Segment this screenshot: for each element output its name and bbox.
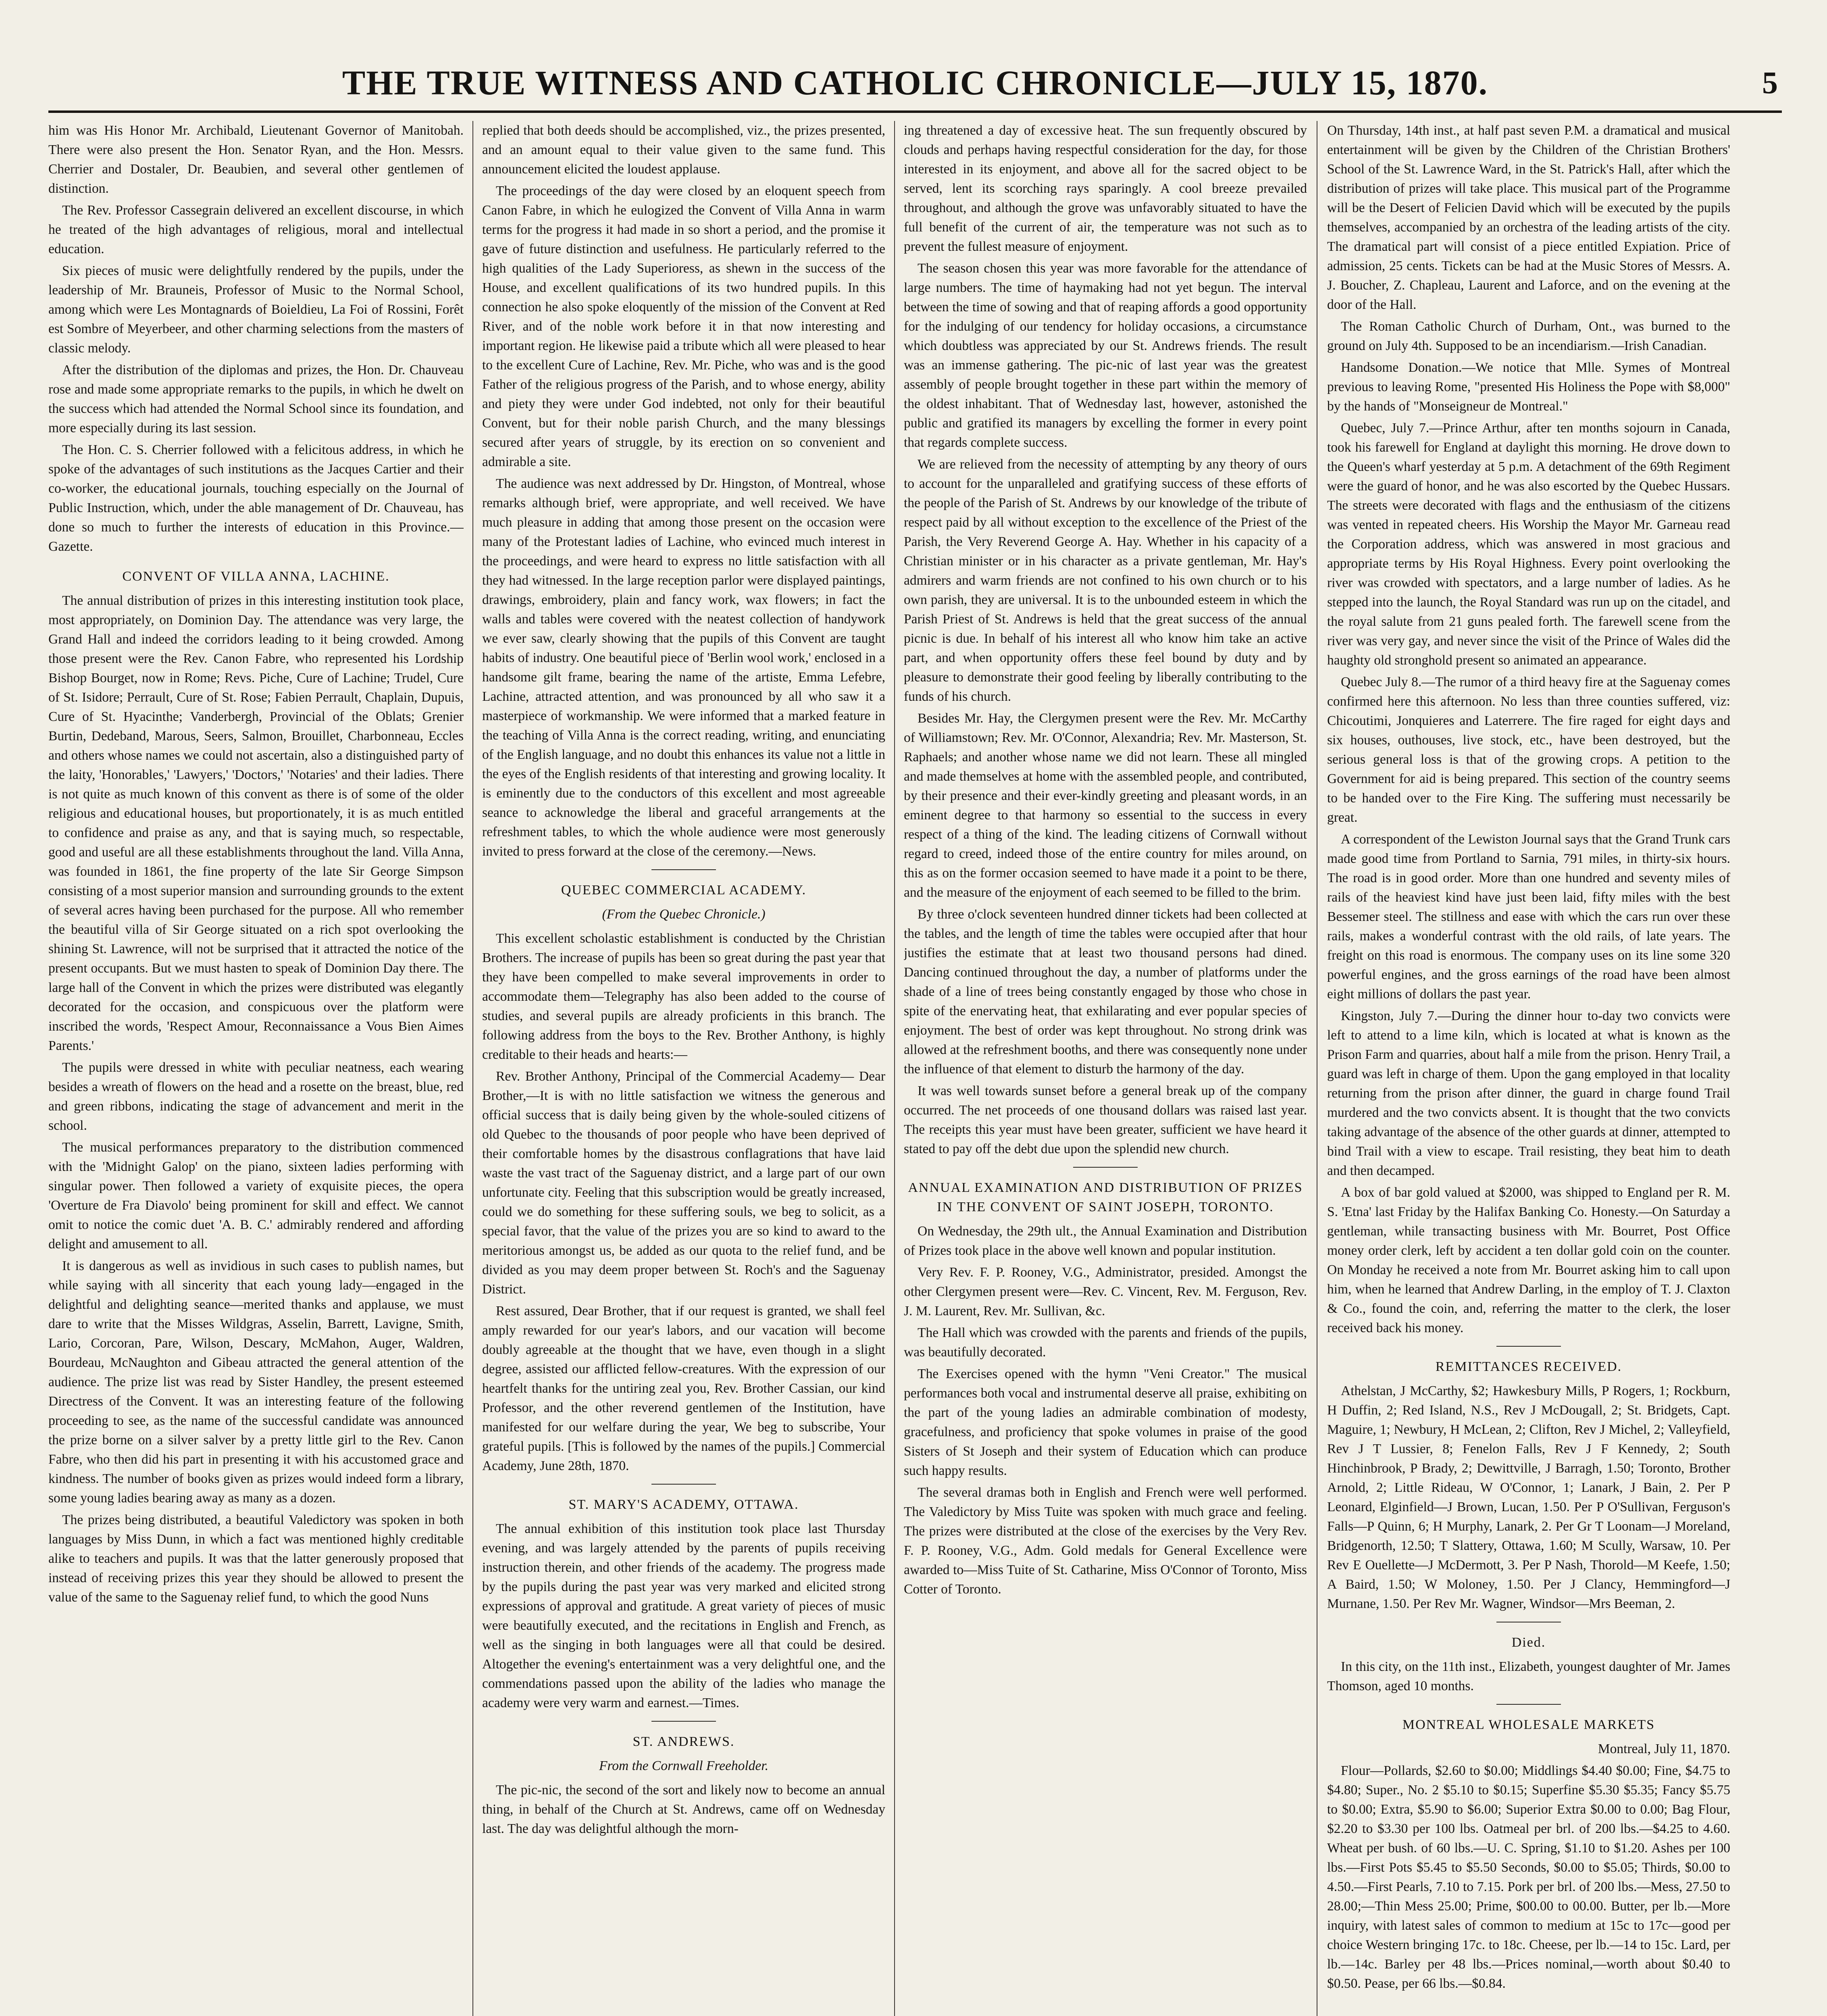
- divider: [1496, 1346, 1561, 1347]
- paragraph: The Rev. Professor Cassegrain delivered an excellent discourse, in which he treated of the high advantages of religious, moral and intellectual education.: [48, 203, 464, 256]
- paragraph: The prizes being distributed, a beautiful Valedictory was spoken in both languages by Miss Dunn, in which a fact was mentioned highly creditable alike to teachers and pupils. It was that the latter generously proposed that instead of receiving prizes this year they should be allowed to present the value of the same to the Saguenay relief fund, to which the good Nuns: [48, 1512, 464, 1605]
- paragraph: The pupils were dressed in white with peculiar neatness, each wearing besides a wreath of flowers on the head and a rosette on the breast, blue, red and green ribbons, indicating the stage of advancement and merit in the school.: [48, 1060, 464, 1133]
- paragraph: The season chosen this year was more favorable for the attendance of large numbers. The time of haymaking had not yet begun. The interval between the time of sowing and that of reaping affords a good opportunity for the indulging of our tendency for holiday occasions, a circumstance which doubtless was appreciated by our St. Andrews friends. The result was an immense gathering. The pic-nic of last year was the greatest assembly of people brought together in these part within the memory of the oldest inhabitant. That of Wednesday last, however, astonished the public and gratified its managers by excelling the former in every point that regards complete success.: [904, 261, 1307, 450]
- paragraph: It was well towards sunset before a general break up of the company occurred. The net proceeds of one thousand dollars was raised last year. The receipts this year must have been greater, sufficient we have heard it stated to pay off the debt due upon the splendid new church.: [904, 1083, 1307, 1156]
- paragraph: After the distribution of the diplomas and prizes, the Hon. Dr. Chauveau rose and made some appropriate remarks to the pupils, in which he dwelt on the success which had attended the Normal School since its foundation, and more especially during its last session.: [48, 362, 464, 435]
- column-1: [48, 121, 464, 2016]
- article-heading: MONTREAL WHOLESALE MARKETS: [1402, 1717, 1655, 1732]
- paragraph: Rev. Brother Anthony, Principal of the Commercial Academy— Dear Brother,—It is with no little satisfaction we witness the generous and official success that is daily being given by the whole-souled citizens of old Quebec to the thousands of poor people who have been deprived of their comfortable homes by the disastrous conflagrations that have laid waste the vast tract of the Saguenay district, and a large part of our own unfortunate city. Feeling that this subscription would be greatly increased, could we do something for these suffering souls, we beg to solicit, as a special favor, that the value of the prizes you are so kind to award to the meritorious amongst us, be added as our quota to the relief fund, and be divided as you may deem proper between St. Roch's and the Saguenay District.: [482, 1069, 885, 1297]
- paragraph: A box of bar gold valued at $2000, was shipped to England per R. M. S. 'Etna' last Friday by the Halifax Banking Co. Honesty.—On Saturday a gentleman, while transacting business with Mr. Bourret, Post Office money order clerk, left by accident a ten dollar gold coin on the counter. On Monday he received a note from Mr. Bourret asking him to call upon him, when he learned that Andrew Darling, in the employ of T. J. Claxton & Co., found the coin, and, referring the matter to the clerk, the loser received back his money.: [1327, 1185, 1730, 1335]
- paragraph: This excellent scholastic establishment is conducted by the Christian Brothers. The increase of pupils has been so great during the past year that they have been compelled to make several improvements in order to accommodate them—Telegraphy has also been added to the course of studies, and several pupils are already proficients in this branch. The following address from the boys to the Rev. Brother Anthony, is highly creditable to their heads and hearts:—: [482, 931, 885, 1062]
- paragraph: Quebec, July 7.—Prince Arthur, after ten months sojourn in Canada, took his farewell for England at daylight this morning. He drove down to the Queen's wharf yesterday at 5 p.m. A detachment of the 69th Regiment were the guard of honor, and he was also escorted by the Quebec Hussars. The streets were decorated with flags and the enthusiasm of the citizens was vented in repeated cheers. His Worship the Mayor Mr. Garneau read the Corporation address, which was answered in most gracious and appropriate terms by His Royal Highness. Every point overlooking the river was crowded with spectators, and a large number of ladies. As he stepped into the launch, the Royal Standard was run up on the citadel, and the royal salute from 21 guns pealed forth. The farewell scene from the river was very gay, and never since the visit of the Prince of Wales did the haughty old stronghold present so animated an appearance.: [1327, 421, 1730, 668]
- paragraph: It is dangerous as well as invidious in such cases to publish names, but while saying with all sincerity that each young lady—engaged in the delightful and delighting seance—merited thanks and applause, we must dare to write that the Misses Wildgras, Asselin, Barrett, Lavigne, Smith, Lario, Corcoran, Pare, Wilson, Descary, McMahon, Auger, Waldren, Bourdeau, McNaughton and Gibeau attracted the general attention of the audience. The prize list was read by Sister Handley, the present esteemed Directress of the Convent. It was an interesting feature of the following proceeding to see, as the name of the successful candidate was announced the prize borne on a silver salver by a pretty little girl to the Rev. Canon Fabre, who then did his part in presenting it with his accustomed grace and kindness. The number of books given as prizes would indeed form a library, some young ladies bearing away as many as a dozen.: [48, 1258, 464, 1506]
- paragraph: replied that both deeds should be accomplished, viz., the prizes presented, and an amount equal to their value given to the same fund. This announcement elicited the loudest applause.: [482, 123, 885, 177]
- paragraph: Besides Mr. Hay, the Clergymen present were the Rev. Mr. McCarthy of Williamstown; Rev. Mr. O'Connor, Alexandria; Rev. Mr. Masterson, St. Raphaels; and another whose name we did not learn. These all mingled and made themselves at home with the assembled people, and contributed, by their presence and their ever-kindly greeting and pleasant words, in an eminent degree to that harmony so essential to the success in every respect of a thing of the kind. The leading citizens of Cornwall without regard to creed, indeed those of the entire country for miles around, on this as on the former occasion seemed to have made it a point to be there, and the measure of the enjoyment of each seemed to be filled to the brim.: [904, 711, 1307, 900]
- column-2: [482, 121, 885, 2016]
- paragraph: him was His Honor Mr. Archibald, Lieutenant Governor of Manitobah. There were also present the Hon. Senator Ryan, and the Hon. Messrs. Cherrier and Dostaler, Dr. Beaubien, and several other gentlemen of distinction.: [48, 123, 464, 196]
- column-4: [1327, 121, 1730, 2016]
- paragraph: The Hon. C. S. Cherrier followed with a felicitous address, in which he spoke of the advantages of such institutions as the Jacques Cartier and their co-worker, the educational journals, touching especially on the Journal of Public Instruction, which, under the able management of Dr. Chauveau, has done so much to further the interests of education in this Province.—Gazette.: [48, 442, 464, 554]
- article-heading: ST. MARY'S ACADEMY, OTTAWA.: [568, 1497, 799, 1512]
- paragraph: Very Rev. F. P. Rooney, V.G., Administrator, presided. Amongst the other Clergymen present were—Rev. C. Vincent, Rev. M. Ferguson, Rev. J. M. Laurent, Rev. Mr. Sullivan, &c.: [904, 1265, 1307, 1318]
- paragraph: The proceedings of the day were closed by an eloquent speech from Canon Fabre, in which he eulogized the Convent of Villa Anna in warm terms for the progress it had made in so short a period, and the promise it gave of future distinction and usefulness. He particularly referred to the high qualities of the Lady Superioress, as shewn in the success of the House, and excellent qualifications of its two hundred pupils. In this connection he also spoke eloquently of the mission of the Convent at Red River, and of the noble work before it in that now interesting and important region. He likewise paid a tribute which all were pleased to hear to the excellent Cure of Lachine, Rev. Mr. Piche, who was and is the good Father of the religious progress of the Parish, and to whose energy, ability and piety they were under God indebted, not only for their beautiful Convent, but for their noble parish Church, and the many blessings secured after years of struggle, by its erection on so convenient and admirable a site.: [482, 183, 885, 469]
- paragraph: We are relieved from the necessity of attempting by any theory of ours to account for the unparalleled and gratifying success of these efforts of the people of the Parish of St. Andrews by our knowledge of the tribute of respect paid by all without exception to the excellence of the Priest of the Parish, the Very Reverend George A. Hay. Whether in his capacity of a Christian minister or in his character as a private gentleman, Mr. Hay's admirers and warm friends are not confined to his own church or to his own parish, they are universal. It is to the unbounded esteem in which the Parish Priest of St. Andrews is held that the great success of the annual picnic is due. In behalf of his interest all who know him take an active part, and when opportunity offers these feel bound by duty and by pleasure to demonstrate their good feeling by liberally contributing to the funds of his church.: [904, 457, 1307, 704]
- masthead: [48, 60, 1782, 113]
- divider: [1073, 1167, 1138, 1168]
- paragraph: Athelstan, J McCarthy, $2; Hawkesbury Mills, P Rogers, 1; Rockburn, H Duffin, 2; Red Island, N.S., Rev J McDougall, 2; St. Bridgets, Capt. Maguire, 1; Newbury, H McLean, 2; Clifton, Rev J Michel, 2; Valleyfield, Rev J T Lussier, 8; Fenelon Falls, Rev J F Kennedy, 2; South Hinchinbrook, P Brady, 2; Dewittville, J Barragh, 1.50; Toronto, Brother Arnold, 2; Little Rideau, W O'Connor, 1; Lanark, J Bain, 2. Per P Leonard, Elginfield—J Brown, Lucan, 1.50. Per P O'Sullivan, Ferguson's Falls—P Quinn, 6; H Murphy, Lanark, 2. Per Gr T Loonam—J Moreland, Bridgenorth, 12.50; T Slattery, Ottawa, 1.60; M Scully, Warsaw, 10. Per Rev E Ouellette—J McDermott, 3. Per P Nash, Thorold—M Keefe, 1.50; A Baird, 1.50; W Moloney, 1.50. Per J Clancy, Hemmingford—J Murnane, 1.50. Per Rev Mr. Wagner, Windsor—Mrs Beeman, 2.: [1327, 1383, 1730, 1611]
- article-heading: REMITTANCES RECEIVED.: [1435, 1359, 1622, 1374]
- divider: [1496, 1704, 1561, 1705]
- paragraph: On Wednesday, the 29th ult., the Annual Examination and Distribution of Prizes took place in the above well known and popular institution.: [904, 1224, 1307, 1258]
- divider: [651, 1721, 716, 1722]
- paragraph: The Hall which was crowded with the parents and friends of the pupils, was beautifully decorated.: [904, 1325, 1307, 1360]
- paragraph: Flour—Pollards, $2.60 to $0.00; Middlings $4.40 $0.00; Fine, $4.75 to $4.80; Super., No. 2 $5.10 to $0.15; Superfine $5.30 $5.35; Fancy $5.75 to $0.00; Extra, $5.90 to $6.00; Superior Extra $0.00 to 0.00; Bag Flour, $2.20 to $3.30 per 100 lbs. Oatmeal per brl. of 200 lbs.—$4.25 to 4.60. Wheat per bush. of 60 lbs.—U. C. Spring, $1.10 to $1.20. Ashes per 100 lbs.—First Pots $5.45 to $5.50 Seconds, $0.00 to $5.05; Thirds, $0.00 to 4.50.—First Pearls, 7.10 to 7.15. Pork per brl. of 200 lbs.—Mess, 27.50 to 28.00;—Thin Mess 25.00; Prime, $00.00 to 00.00. Butter, per lb.—More inquiry, with latest sales of common to medium at 15c to 17c—good per choice Western bringing 17c. to 18c. Cheese, per lb.—14 to 15c. Lard, per lb.—14c. Barley per 48 lbs.—Prices nominal,—worth about $0.40 to $0.50. Pease, per 66 lbs.—$0.84.: [1327, 1763, 1730, 1991]
- paragraph: The musical performances preparatory to the distribution commenced with the 'Midnight Galop' on the piano, sixteen ladies performing with singular power. Then followed a variety of exquisite pieces, the opera 'Overture de Fra Diavolo' being prominent for skill and effect. We cannot omit to notice the comic duet 'A. B. C.' admirably rendered and affording delight and amusement to all.: [48, 1140, 464, 1252]
- paragraph: Quebec July 8.—The rumor of a third heavy fire at the Saguenay comes confirmed here this afternoon. No less than three counties suffered, viz: Chicoutimi, Jonquieres and Laterrere. The fire raged for eight days and six houses, outhouses, live stock, etc., have been destroyed, but the serious general loss is that of the growing crops. A petition to the Government for aid is being prepared. This section of the country seems to be handed over to the Fire King. The suffering must necessarily be great.: [1327, 675, 1730, 825]
- divider: [651, 869, 716, 870]
- paragraph: Handsome Donation.—We notice that Mlle. Symes of Montreal previous to leaving Rome, "presented His Holiness the Pope with $8,000" by the hands of "Monseigneur de Montreal.": [1327, 360, 1730, 414]
- paragraph: In this city, on the 11th inst., Elizabeth, youngest daughter of Mr. James Thomson, aged 10 months.: [1327, 1659, 1730, 1693]
- article-heading: CONVENT OF VILLA ANNA, LACHINE.: [122, 569, 390, 584]
- paragraph: By three o'clock seventeen hundred dinner tickets had been collected at the tables, and the length of time the tables were occupied after that hour justifies the estimate that at least two thousand persons had dined. Dancing continued throughout the day, a number of platforms under the shade of a line of trees being constantly engaged by those who chose in spite of the enervating heat, that exhilarating and ever popular species of enjoyment. The best of order was kept throughout. No strong drink was allowed at the refreshment booths, and there was consequently none under the influence of that element to disturb the harmony of the day.: [904, 907, 1307, 1077]
- paragraph: The Exercises opened with the hymn "Veni Creator." The musical performances both vocal and instrumental deserve all praise, exhibiting on the part of the young ladies an admirable combination of modesty, gracefulness, and proficiency that spoke volumes in praise of the good Sisters of St Joseph and their system of Education which can produce such happy results.: [904, 1366, 1307, 1478]
- paragraph: ing threatened a day of excessive heat. The sun frequently obscured by clouds and perhaps having respectful consideration for the day, for those interested in its enjoyment, and above all for the sacred object to be served, lent its scorching rays sparingly. A cool breeze prevailed throughout, and although the grove was unfavorably situated to have the full benefit of the current of air, the temperature was not such as to prevent the fullest measure of enjoyment.: [904, 123, 1307, 254]
- column-rule: [472, 121, 473, 2016]
- dateline: Montreal, July 11, 1870.: [1598, 1741, 1730, 1756]
- paragraph: The pic-nic, the second of the sort and likely now to become an annual thing, in behalf of the Church at St. Andrews, came off on Wednesday last. The day was delightful although the morn-: [482, 1783, 885, 1836]
- column-3: [904, 121, 1307, 2016]
- article-heading: ST. ANDREWS.: [633, 1734, 735, 1749]
- paragraph: The audience was next addressed by Dr. Hingston, of Montreal, whose remarks although brief, were appropriate, and well received. We have much pleasure in adding that among those present on the occasion were many of the Protestant ladies of Lachine, who evinced much interest in the proceedings, and were heard to express no little satisfaction with all they had witnessed. In the large reception parlor were displayed paintings, drawings, embroidery, plain and fancy work, wax flowers; in fact the walls and tables were covered with the neatest collection of handywork we ever saw, clearly showing that the pupils of this Convent are taught habits of industry. One beautiful piece of 'Berlin wool work,' enclosed in a handsome gilt frame, bearing the name of the artiste, Emma Lefebre, Lachine, attracted attention, and was pronounced by all who saw it a masterpiece of workmanship. We were informed that a marked feature in the teaching of Villa Anna is the correct reading, writing, and enunciating of the English language, and no doubt this enhances its value not a little in the eyes of the English residents of that interesting and growing locality. It is eminently due to the conductors of this excellent and most agreeable seance to acknowledge the liberal and graceful arrangements at the refreshment tables, to which the whole audience were most generously invited to press forward at the close of the ceremony.—News.: [482, 476, 885, 859]
- article-source: From the Cornwall Freeholder.: [599, 1758, 768, 1773]
- paragraph: A correspondent of the Lewiston Journal says that the Grand Trunk cars made good time from Portland to Sarnia, 791 miles, in thirty-six hours. The road is in good order. More than one hundred and seventy miles of rails of the heaviest kind have just been laid, fifty miles with the best Bessemer steel. The stillness and ease with which the cars run over these rails, makes a wonderful contrast with the old rails, of late years. The freight on this road is enormous. The company uses on its line some 320 powerful engines, and the gross earnings of the road have been almost eight millions of dollars the past year.: [1327, 832, 1730, 1002]
- article-heading: QUEBEC COMMERCIAL ACADEMY.: [561, 883, 807, 898]
- paragraph: The several dramas both in English and French were well performed. The Valedictory by Miss Tuite was spoken with much grace and feeling. The prizes were distributed at the close of the exercises by the Very Rev. F. P. Rooney, V.G., Adm. Gold medals for General Excellence were awarded to—Miss Tuite of St. Catharine, Miss O'Connor of Toronto, Miss Cotter of Toronto.: [904, 1485, 1307, 1597]
- paragraph: The annual exhibition of this institution took place last Thursday evening, and was largely attended by the parents of pupils receiving instruction therein, and other friends of the academy. The progress made by the pupils during the past year was very marked and elicited strong expressions of approval and gratitude. A great variety of pieces of music were beautifully executed, and the recitations in English and French, as well as the singing in both languages were all that could be desired. Altogether the evening's entertainment was a very delightful one, and the commendations passed upon the ability of the ladies who manage the academy were very warm and earnest.—Times.: [482, 1521, 885, 1710]
- paragraph: Rest assured, Dear Brother, that if our request is granted, we shall feel amply rewarded for our year's labors, and our vacation will become doubly agreeable at the thought that we have, even though in a slight degree, assisted our afflicted fellow-creatures. With the expression of our heartfelt thanks for the untiring zeal you, Rev. Brother Cassian, our kind Professor, and the other reverend gentlemen of the Institution, have manifested for our welfare during the year, We beg to subscribe, Your grateful pupils. [This is followed by the names of the pupils.] Commercial Academy, June 28th, 1870.: [482, 1304, 885, 1473]
- paragraph: The annual distribution of prizes in this interesting institution took place, most appropriately, on Dominion Day. The attendance was very large, the Grand Hall and indeed the corridors leading to it being crowded. Among those present were the Rev. Canon Fabre, who represented his Lordship Bishop Bourget, now in Rome; Revs. Piche, Cure of Lachine; Trudel, Cure of St. Isidore; Perrault, Cure of St. Rose; Fabien Perrault, Chaplain, Dupuis, Cure of St. Hyacinthe; Vanderbergh, Provincial of the Oblats; Grenier Burtin, Dedeband, Marous, Seers, Salmon, Brouillet, Charbonneau, Eccles and others whose names we could not ascertain, also a distinguished party of the laity, 'Honorables,' 'Lawyers,' 'Doctors,' 'Notaries' and their ladies. There is not quite as much known of this convent as there is of some of the older religious and educational houses, but proportionately, it is as much entitled to confidence and praise as any, and that is saying much, so respectable, good and useful are all these establishments throughout the land. Villa Anna, was founded in 1861, the fine property of the late Sir George Simpson consisting of a most superior mansion and surrounding grounds to the extent of several acres having been purchased for the purpose. All who remember the beautiful villa of Sir George situated on a rich spot overlooking the shining St. Lawrence, will not be surprised that it attracted the notice of the present occupants. But we must hasten to speak of Dominion Day there. The large hall of the Convent in which the prizes were distributed was elegantly decorated for the occasion, and conspicuous over the platform were inscribed the words, 'Respect Amour, Reconnaissance a Vous Bien Aimes Parents.': [48, 593, 464, 1053]
- newspaper-title: THE TRUE WITNESS AND CATHOLIC CHRONICLE—JULY 15, 1870.: [342, 63, 1488, 102]
- paragraph: On Thursday, 14th inst., at half past seven P.M. a dramatical and musical entertainment will be given by the Children of the Christian Brothers' School of the St. Lawrence Ward, in the St. Patrick's Hall, after which the distribution of prizes will take place. This musical part of the Programme will be the Desert of Felicien David which will be executed by the pupils themselves, accompanied by an orchestra of the leading artists of the city. The dramatical part will consist of a piece entitled Expiation. Price of admission, 25 cents. Tickets can be had at the Music Stores of Messrs. A. J. Boucher, Z. Chapleau, Laurent and Laforce, and on the evening at the door of the Hall.: [1327, 123, 1730, 312]
- article-heading: ANNUAL EXAMINATION AND DISTRIBUTION OF PRIZES IN THE CONVENT OF SAINT JOSEPH, TORONTO.: [908, 1180, 1303, 1214]
- page-number: 5: [1762, 65, 1778, 100]
- article-heading: Died.: [1511, 1635, 1546, 1650]
- paragraph: Kingston, July 7.—During the dinner hour to-day two convicts were left to attend to a lime kiln, which is located at what is known as the Prison Farm and quarries, about half a mile from the prison. Henry Trail, a guard was left in charge of them. Upon the gang employed in that locality returning from the prison after dinner, the guard in charge found Trail murdered and the two convicts absent. It is thought that the two convicts taking advantage of the absence of the other guards at dinner, attempted to bind Trail with a view to escape. Trail resisting, they beat him to death and then decamped.: [1327, 1008, 1730, 1178]
- divider: [651, 1484, 716, 1485]
- column-rule: [894, 121, 895, 2016]
- paragraph: The Roman Catholic Church of Durham, Ont., was burned to the ground on July 4th. Supposed to be an incendiarism.—Irish Canadian.: [1327, 319, 1730, 353]
- article-source: (From the Quebec Chronicle.): [602, 907, 766, 922]
- paragraph: Six pieces of music were delightfully rendered by the pupils, under the leadership of Mr. Brauneis, Professor of Music to the Normal School, among which were Les Montagnards of Boieldieu, La Foi of Rossini, Forêt est Sombre of Meyerbeer, and other charming selections from the masters of classic melody.: [48, 263, 464, 356]
